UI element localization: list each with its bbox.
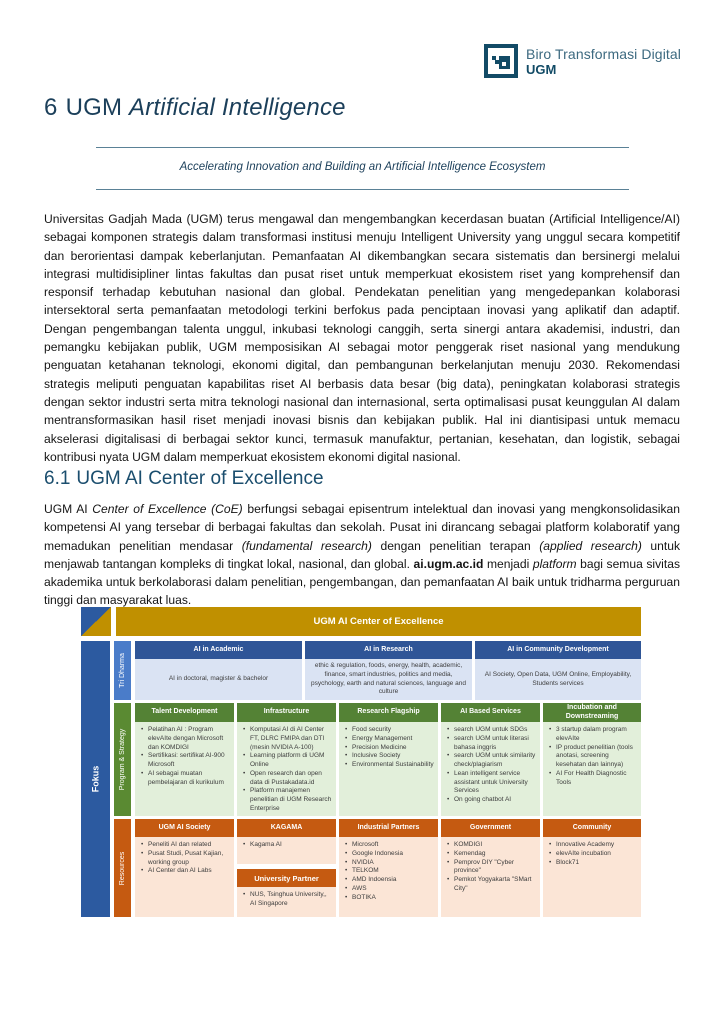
section-number: 6.1: [44, 468, 71, 489]
box-title: University Partner: [237, 869, 336, 887]
box-title: AI Based Services: [441, 703, 540, 722]
box-body: [237, 887, 336, 917]
list-item: • AI sebagai muatan pembelajaran di kurikulum: [141, 770, 230, 788]
diagram-corner: [81, 607, 111, 636]
box-university-partner: [237, 869, 336, 917]
logo-line2: UGM: [526, 61, 557, 77]
box-title: Community: [543, 819, 641, 837]
subtitle-rule-top: [96, 147, 629, 148]
box-title: KAGAMA: [237, 819, 336, 837]
box-title: Infrastructure: [237, 703, 336, 722]
box-government: [441, 819, 540, 917]
box-ai-research: [305, 641, 472, 700]
list-item: • AWS: [345, 885, 434, 894]
list-item: • Lean intelligent service assistant untuk University Services: [447, 770, 536, 796]
list-item: • Pemkot Yogyakarta "SMart City": [447, 876, 536, 894]
box-industrial-partners: [339, 819, 438, 917]
box-body: ethic & regulation, foods, energy, health, academic, finance, smart industries, politics and media, psychology, earth and natural sciences, language and culture: [305, 659, 472, 700]
list-item: • Learning platform di UGM Online: [243, 752, 332, 770]
btd-logo-icon: [484, 44, 518, 78]
row-label-tri-dharma: [114, 641, 131, 700]
chapter-title-italic: Artificial Intelligence: [129, 94, 346, 121]
box-kagama: [237, 819, 336, 864]
list-item: • Open research dan open data di Pustakadata.id: [243, 770, 332, 788]
row-label-resources: [114, 819, 131, 917]
box-body: [339, 837, 438, 917]
text-run: bagi semua sivitas akademika untuk berkolaborasi dalam penelitian, pengembangan, dan pemanfaatan AI baik untuk tridharma perguruan tinggi dan masyarakat luas.: [44, 556, 681, 608]
intro-paragraph: Universitas Gadjah Mada (UGM) terus mengawal dan mengembangkan kecerdasan buatan (Artificial Intelligence/AI) sebagai komponen strategis dalam transformasi institusi menuju Intelligent University yang unggul secara kompetitif dan berorientasi dampak keberlanjutan. Pemanfaatan AI dikembangkan secara sistematis dan bersinergi melalui integrasi multidisipliner lintas fakultas dan pusat riset untuk memperkuat ekosistem riset yang komprehensif dan responsif terhadap kebutuhan nasional dan global. Pendekatan penelitian yang mengedepankan kolaborasi intersektoral serta pemanfaatan metodologi terkini berfokus pada penciptaan inovasi yang aplikatif dan adaptif. Dengan pengembangan talenta unggul, inkubasi teknologi canggih, serta sinergi antara akademisi, industri, dan pemangku kebijakan publik, UGM memposisikan AI sebagai motor penggerak riset nasional yang mendukung penguatan ketahanan teknologi, ekonomi digital, dan pembangunan berkelanjutan menuju 2030. Rekomendasi strategis meliputi penguatan kapabilitas riset AI berbasis data besar (big data), peningkatan kolaborasi strategis dengan sektor industri serta mitra teknologi nasional dan internasional, serta optimalisasi pusat keunggulan AI dalam mentransformasikan hasil riset menjadi inovasi bisnis dan kebijakan publik. Hal ini diantisipasi untuk memacu akselerasi digitalisasi di berbagai sektor kunci, termasuk manufaktur, pertanian, kesehatan, dan logistik, sebagai kontribusi nyata UGM dalam memperkuat ekosistem ekonomi digital nasional.: [44, 212, 680, 464]
box-title: Government: [441, 819, 540, 837]
box-incubation-downstreaming: [543, 703, 641, 816]
list-item: • Food security: [345, 726, 434, 735]
chapter-title: [44, 94, 346, 122]
fokus-label-text: Fokus: [90, 765, 101, 793]
list-item: • NUS, Tsinghua University,, AI Singapore: [243, 891, 332, 909]
list-item: • NVIDIA: [345, 859, 434, 868]
box-talent-development: [135, 703, 234, 816]
row-label-text: Resources: [119, 851, 126, 885]
list-item: • Pemprov DIY "Cyber province": [447, 859, 536, 877]
box-body: [339, 722, 438, 816]
text-run: UGM AI: [44, 502, 93, 516]
diagram-title: UGM AI Center of Excellence: [116, 607, 641, 636]
section-paragraph: [44, 500, 680, 610]
coe-diagram: [81, 607, 641, 917]
box-body: [135, 722, 234, 816]
list-item: • BOTIKA: [345, 894, 434, 903]
row-label-program-strategy: [114, 703, 131, 816]
list-item: • AMD Indoensia: [345, 876, 434, 885]
list-item: • Pusat Studi, Pusat Kajian, working group: [141, 850, 230, 868]
fokus-label: [81, 641, 110, 917]
list-item: • 3 startup dalam program elevAIte: [549, 726, 637, 744]
box-body: [441, 837, 540, 917]
text-run: berfungsi sebagai episentrum intelektual dan inovasi yang mengkonsolidasikan kompetensi AI yang tersebar di berbagai fakultas dan sekolah. Pusat ini dirancang sebagai platform kolaboratif yang memadukan penelitian mendasar: [44, 502, 680, 553]
chapter-number: 6: [44, 94, 58, 121]
list-item: • Kemendag: [447, 850, 536, 859]
list-item: • search UGM untuk SDGs: [447, 726, 536, 735]
website-link-text: ai.ugm.ac.id: [413, 556, 484, 571]
list-item: • search UGM untuk similarity check/plagiarism: [447, 752, 536, 770]
box-body: [135, 837, 234, 917]
chapter-subtitle: Accelerating Innovation and Building an Artificial Intelligence Ecosystem: [179, 161, 546, 173]
box-ai-based-services: [441, 703, 540, 816]
list-item: • Peneliti AI dan related: [141, 841, 230, 850]
box-body: AI in doctoral, magister & bachelor: [135, 659, 302, 700]
row-label-text: Program & Strategy: [119, 728, 126, 791]
chapter-title-plain: UGM: [65, 94, 123, 121]
text-run-italic: Center of Excellence (CoE): [92, 502, 243, 516]
box-title: UGM AI Society: [135, 819, 234, 837]
text-run: untuk menjawab tantangan kompleks di tingkat lokal, nasional, dan global.: [44, 538, 681, 571]
list-item: • Precision Medicine: [345, 744, 434, 753]
list-item: • Sertifikasi: sertifikat AI-900 Microsoft: [141, 752, 230, 770]
list-item: • Microsoft: [345, 841, 434, 850]
box-title: Talent Development: [135, 703, 234, 722]
list-item: • search UGM untuk literasi bahasa inggris: [447, 735, 536, 753]
box-title: Research Flagship: [339, 703, 438, 722]
box-ugm-ai-society: [135, 819, 234, 917]
box-infrastructure: [237, 703, 336, 816]
list-item: • Innovative Academy: [549, 841, 637, 850]
box-community: [543, 819, 641, 917]
box-title: AI in Academic: [135, 641, 302, 659]
list-item: • Energy Management: [345, 735, 434, 744]
text-run: dengan penelitian terapan: [371, 538, 540, 553]
box-title: Incubation and Downstreaming: [543, 703, 641, 722]
box-title: AI in Community Development: [475, 641, 641, 659]
logo-line1: Biro Transformasi Digital: [526, 45, 681, 62]
btd-logo: [484, 44, 681, 78]
box-body: [237, 722, 336, 816]
list-item: • IP product penelitian (tools anotasi, screening kesehatan dan lainnya): [549, 744, 637, 770]
list-item: • Block71: [549, 859, 637, 868]
list-item: • Pelatihan AI : Program elevAIte dengan Microsoft dan KOMDIGI: [141, 726, 230, 752]
row-label-text: Tri Dharma: [119, 653, 126, 688]
text-run-italic: platform: [532, 556, 577, 571]
section-title-text: UGM AI Center of Excellence: [76, 468, 324, 489]
list-item: • Kagama AI: [243, 841, 332, 850]
list-item: • Environmental Sustainability: [345, 761, 434, 770]
box-body: [441, 722, 540, 816]
box-ai-academic: [135, 641, 302, 700]
text-run-italic: (applied research): [539, 538, 642, 553]
box-research-flagship: [339, 703, 438, 816]
list-item: • Platform manajemen penelitian di UGM Research Enterprise: [243, 787, 332, 813]
box-title: Industrial Partners: [339, 819, 438, 837]
box-body: [543, 837, 641, 917]
subtitle-rule-bottom: [96, 189, 629, 190]
box-body: [237, 837, 336, 864]
section-title: [44, 468, 324, 490]
box-ai-community: [475, 641, 641, 700]
box-body: [543, 722, 641, 816]
list-item: • On going chatbot AI: [447, 796, 536, 805]
text-run-italic: (fundamental research): [241, 538, 372, 553]
list-item: • Komputasi AI di AI Center FT, DLRC FMIPA dan DTI (mesin NVIDIA A-100): [243, 726, 332, 752]
list-item: • TELKOM: [345, 867, 434, 876]
list-item: • AI For Health Diagnostic Tools: [549, 770, 637, 788]
box-body: AI Society, Open Data, UGM Online, Employability, Students services: [475, 659, 641, 700]
list-item: • Google Indonesia: [345, 850, 434, 859]
list-item: • KOMDIGI: [447, 841, 536, 850]
list-item: • AI Center dan AI Labs: [141, 867, 230, 876]
box-title: AI in Research: [305, 641, 472, 659]
text-run: menjadi: [483, 556, 533, 571]
list-item: • elevAIte incubation: [549, 850, 637, 859]
list-item: • Inclusive Society: [345, 752, 434, 761]
